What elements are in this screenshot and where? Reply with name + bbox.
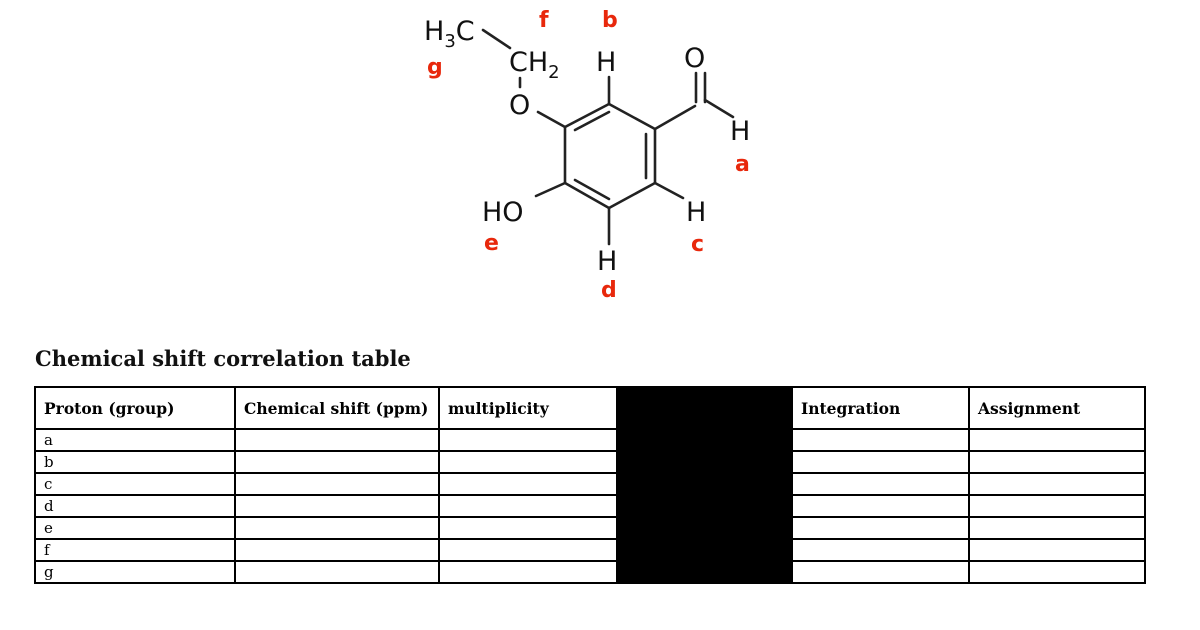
chemical-shift-table: [34, 386, 1146, 584]
hydrogen-d: H: [597, 246, 618, 277]
bond-c-o-ether: [538, 112, 565, 127]
multiplicity-cell[interactable]: [439, 517, 617, 539]
label-d: d: [601, 278, 617, 303]
integration-cell[interactable]: [792, 473, 969, 495]
label-e: e: [484, 231, 499, 256]
header-chemical-shift: Chemical shift (ppm): [235, 387, 439, 429]
integration-cell[interactable]: [792, 561, 969, 583]
shift-cell[interactable]: [235, 473, 439, 495]
table-row: [35, 517, 1145, 539]
proton-cell: a: [35, 429, 235, 451]
proton-cell: c: [35, 473, 235, 495]
hydroxyl-group: HO: [482, 197, 524, 228]
shift-cell[interactable]: [235, 539, 439, 561]
proton-cell: b: [35, 451, 235, 473]
label-c: c: [691, 232, 705, 257]
redacted-cell: [617, 539, 792, 561]
proton-cell: g: [35, 561, 235, 583]
shift-cell[interactable]: [235, 517, 439, 539]
table-title: Chemical shift correlation table: [35, 346, 411, 371]
assignment-cell[interactable]: [969, 495, 1145, 517]
label-b: b: [602, 8, 618, 33]
redacted-cell: [617, 473, 792, 495]
table-row: [35, 451, 1145, 473]
hydrogen-a: H: [730, 116, 751, 147]
table-row: [35, 539, 1145, 561]
multiplicity-cell[interactable]: [439, 539, 617, 561]
bond-ch3-ch2: [483, 30, 510, 48]
header-assignment: Assignment: [969, 387, 1145, 429]
bond-c-hc: [655, 183, 683, 198]
multiplicity-cell[interactable]: [439, 429, 617, 451]
shift-cell[interactable]: [235, 451, 439, 473]
label-a: a: [735, 152, 750, 177]
label-g: g: [427, 55, 443, 80]
shift-cell[interactable]: [235, 495, 439, 517]
bond-cho-ha: [705, 100, 733, 117]
redacted-cell: [617, 561, 792, 583]
label-f: f: [539, 8, 549, 33]
header-row: [35, 387, 1145, 429]
redacted-cell: [617, 429, 792, 451]
assignment-cell[interactable]: [969, 561, 1145, 583]
table-row: [35, 429, 1145, 451]
ring-bond-lower-left-inner: [575, 180, 609, 199]
hydrogen-c: H: [686, 197, 707, 228]
ring-bond-lower-right: [609, 183, 655, 208]
assignment-cell[interactable]: [969, 451, 1145, 473]
assignment-cell[interactable]: [969, 517, 1145, 539]
assignment-cell[interactable]: [969, 473, 1145, 495]
integration-cell[interactable]: [792, 451, 969, 473]
bond-c-oh: [536, 183, 565, 196]
header-integration: Integration: [792, 387, 969, 429]
ring-bond-top-inner: [575, 112, 609, 130]
table-body: [35, 429, 1145, 583]
assignment-cell[interactable]: [969, 539, 1145, 561]
methylene-group: $CH_2$: [509, 47, 560, 83]
assignment-cell[interactable]: [969, 429, 1145, 451]
hydrogen-b: H: [596, 47, 617, 78]
integration-cell[interactable]: [792, 495, 969, 517]
header-multiplicity: multiplicity: [439, 387, 617, 429]
multiplicity-cell[interactable]: [439, 495, 617, 517]
integration-cell[interactable]: [792, 517, 969, 539]
proton-cell: f: [35, 539, 235, 561]
redacted-cell: [617, 517, 792, 539]
multiplicity-cell[interactable]: [439, 451, 617, 473]
multiplicity-cell[interactable]: [439, 473, 617, 495]
integration-cell[interactable]: [792, 539, 969, 561]
carbonyl-oxygen: O: [684, 43, 706, 74]
table-row: [35, 473, 1145, 495]
shift-cell[interactable]: [235, 561, 439, 583]
bond-ring-cho: [655, 106, 695, 129]
integration-cell[interactable]: [792, 429, 969, 451]
proton-cell: d: [35, 495, 235, 517]
multiplicity-cell[interactable]: [439, 561, 617, 583]
ether-oxygen: O: [509, 90, 531, 121]
redacted-cell: [617, 451, 792, 473]
header-proton-group: Proton (group): [35, 387, 235, 429]
methyl-group: $H_3C$: [424, 16, 475, 52]
ring-bond-upper-right: [609, 104, 655, 129]
redacted-cell: [617, 495, 792, 517]
table-row: [35, 495, 1145, 517]
redacted-header: [617, 387, 792, 429]
shift-cell[interactable]: [235, 429, 439, 451]
table-row: [35, 561, 1145, 583]
proton-cell: e: [35, 517, 235, 539]
